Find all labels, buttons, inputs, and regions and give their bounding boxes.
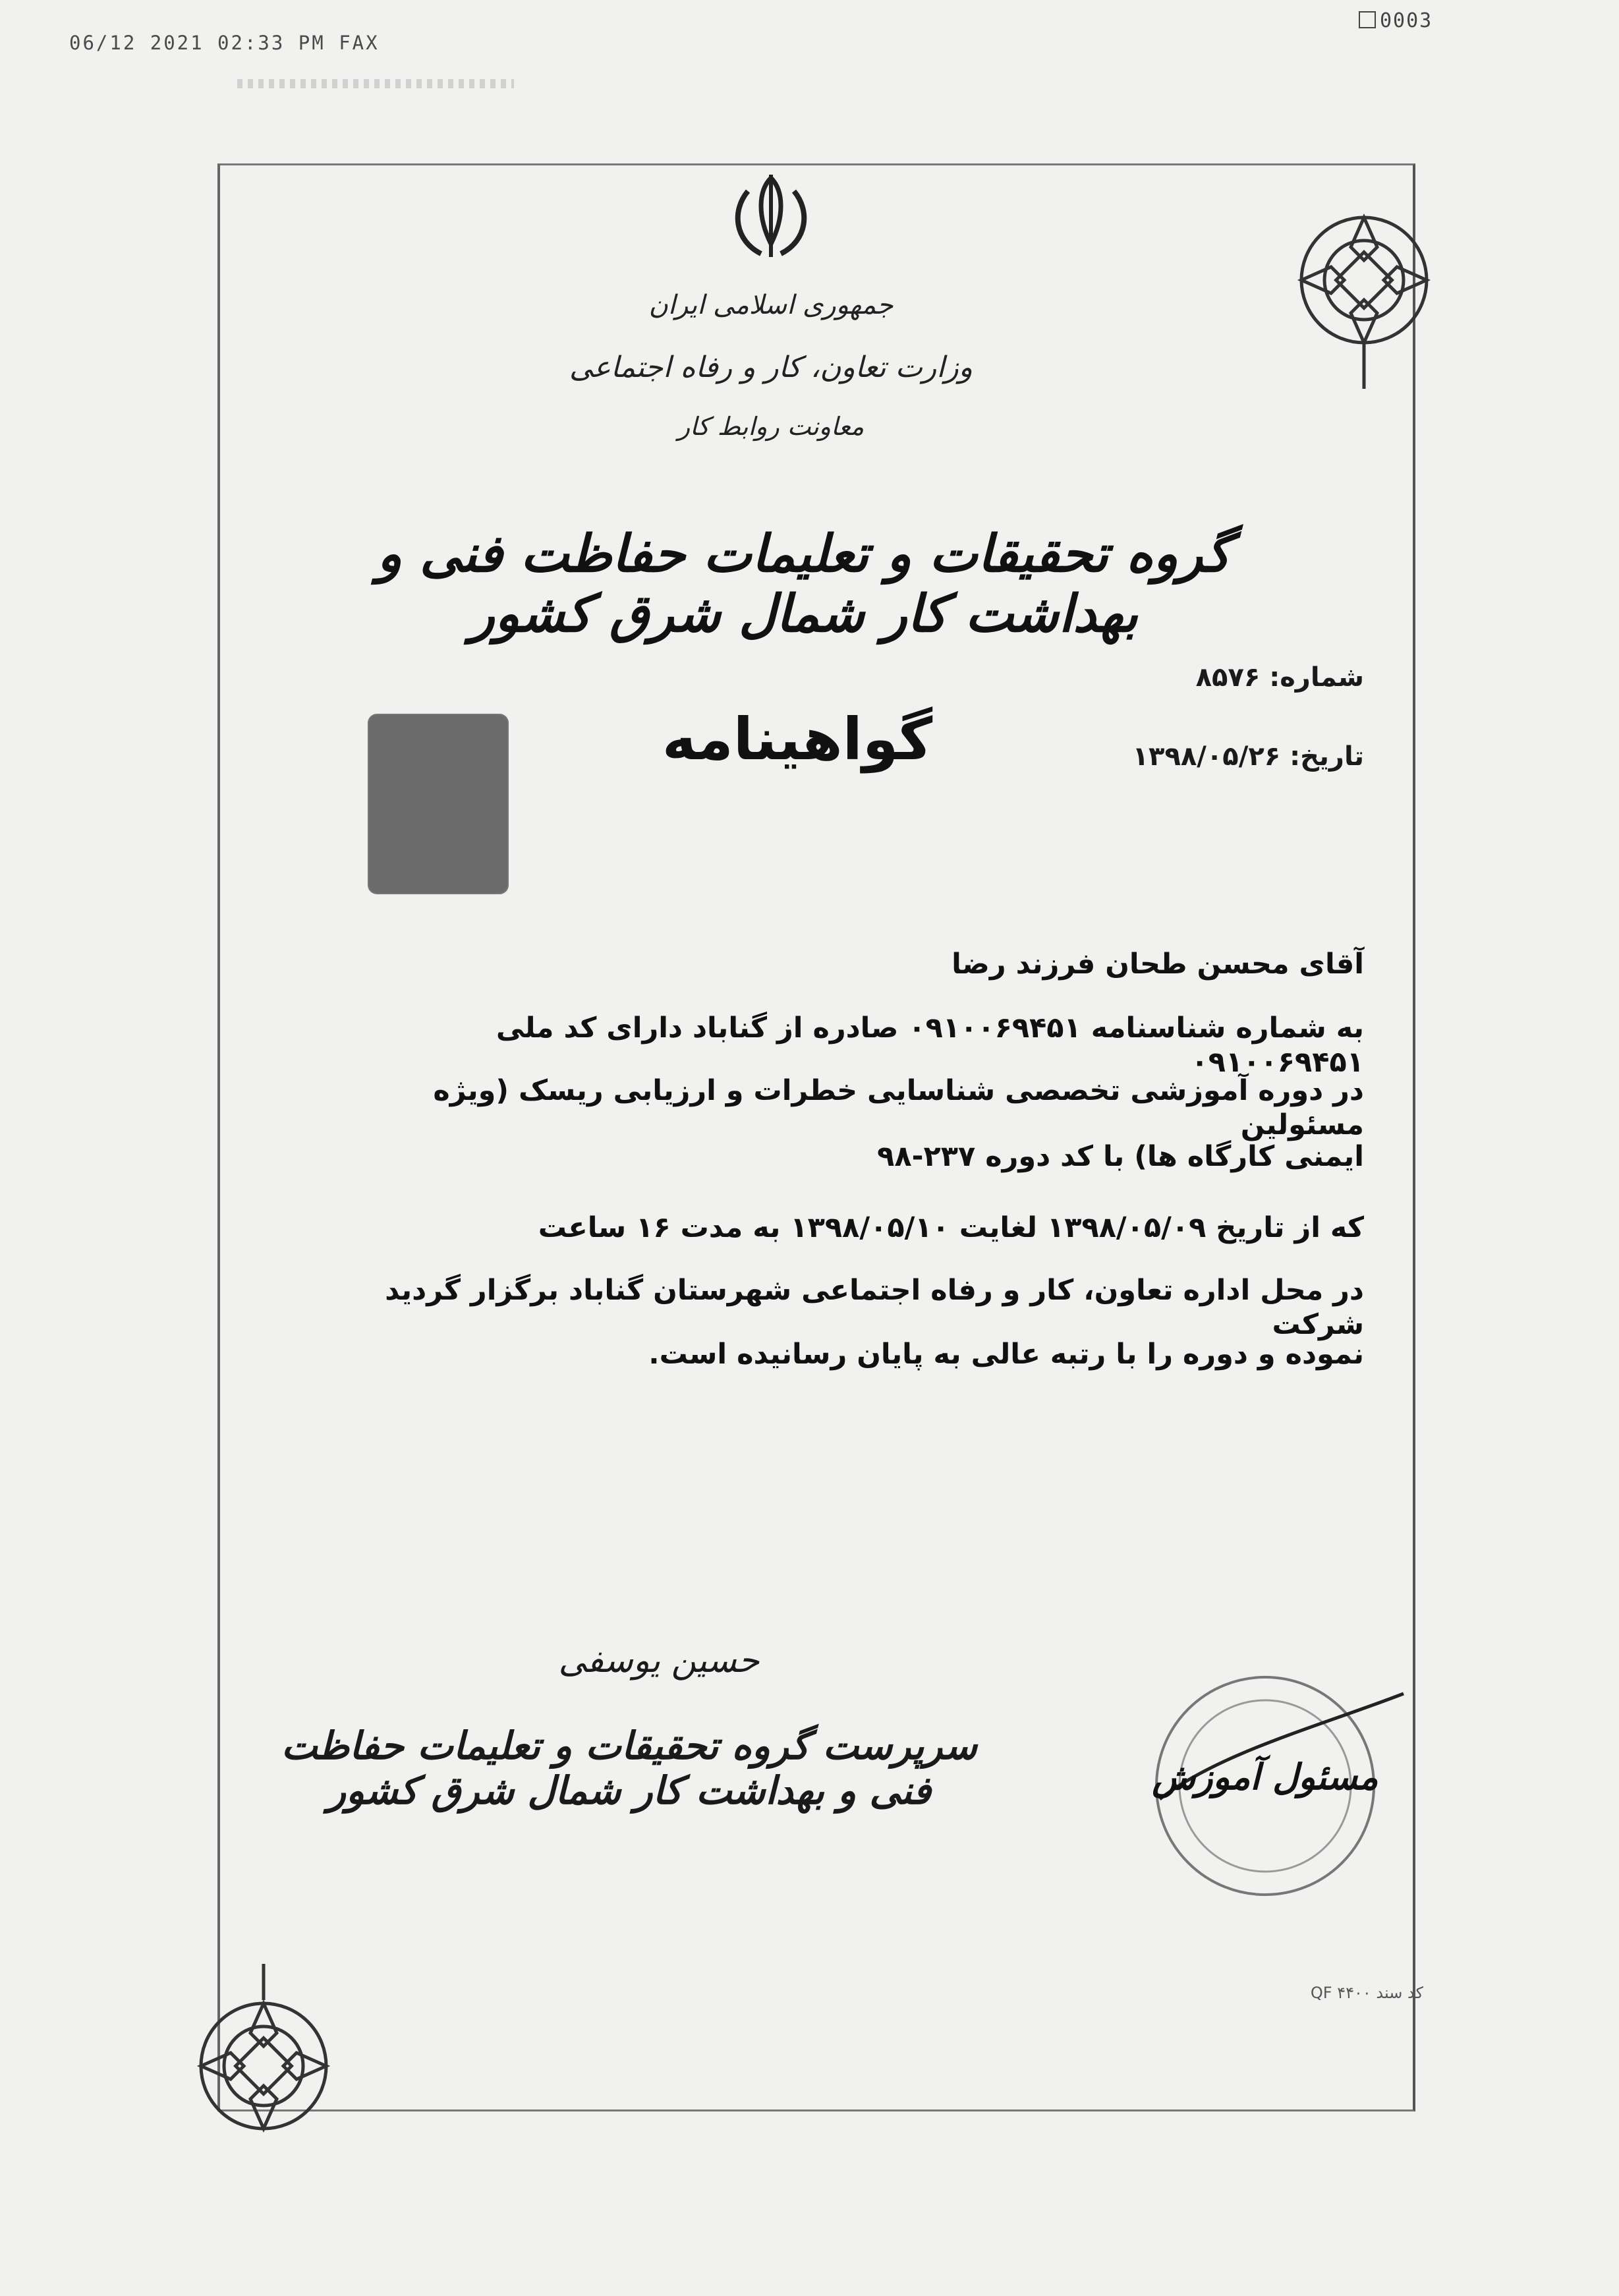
certificate-number: شماره: ۸۵۷۶ bbox=[1195, 662, 1364, 693]
rosette-ornament-bottom-icon bbox=[191, 1961, 336, 2158]
fax-page-box-icon bbox=[1359, 11, 1376, 28]
letterhead-department: معاونت روابط کار bbox=[677, 412, 865, 441]
iran-emblem-icon bbox=[718, 171, 824, 264]
form-code: کد سند QF ۴۴۰۰ bbox=[1310, 1984, 1423, 2002]
certificate-date: تاریخ: ۱۳۹۸/۰۵/۲۶ bbox=[1132, 741, 1364, 772]
fax-page-number bbox=[1359, 9, 1433, 32]
official-stamp bbox=[1120, 1648, 1410, 1937]
body-line-3: در دوره آموزشی تخصصی شناسایی خطرات و ارزیابی ریسک (ویژه مسئولین bbox=[433, 1074, 1364, 1141]
fax-timestamp: 06/12 2021 02:33 PM FAX bbox=[69, 32, 380, 54]
letterhead-country: جمهوری اسلامی ایران bbox=[648, 290, 894, 320]
organization-title: گروه تحقیقات و تعلیمات حفاظت فنی و بهداشت کار شمال شرق کشور bbox=[377, 524, 1231, 644]
redacted-photo bbox=[369, 715, 507, 893]
fax-page-code: 0003 bbox=[1380, 9, 1433, 32]
document-title: گواهینامه bbox=[662, 705, 933, 773]
signer-name: حسین یوسفی bbox=[558, 1641, 760, 1680]
letterhead-ministry: وزارت تعاون، کار و رفاه اجتماعی bbox=[569, 351, 973, 384]
stamp-text: مسئول آموزش bbox=[1152, 1756, 1378, 1798]
body-line-6: در محل اداره تعاون، کار و رفاه اجتماعی شهرستان گناباد برگزار گردید شرکت bbox=[385, 1274, 1364, 1341]
rosette-ornament-icon bbox=[1292, 194, 1436, 392]
body-line-5: که از تاریخ ۱۳۹۸/۰۵/۰۹ لغایت ۱۳۹۸/۰۵/۱۰ به مدت ۱۶ ساعت bbox=[538, 1211, 1364, 1244]
body-line-1: آقای محسن طحان فرزند رضا bbox=[952, 948, 1364, 981]
body-line-7: نموده و دوره را با رتبه عالی به پایان رسانیده است. bbox=[648, 1338, 1364, 1371]
body-line-4: ایمنی کارگاه ها) با کد دوره ۲۳۷-۹۸ bbox=[877, 1140, 1364, 1173]
body-line-2: به شماره شناسنامه ۰۹۱۰۰۶۹۴۵۱ صادره از گناباد دارای کد ملی ۰۹۱۰۰۶۹۴۵۱ bbox=[496, 1012, 1364, 1079]
signer-title: سرپرست گروه تحقیقات و تعلیمات حفاظت فنی و بهداشت کار شمال شرق کشور bbox=[281, 1723, 977, 1813]
fax-noise bbox=[237, 79, 514, 88]
